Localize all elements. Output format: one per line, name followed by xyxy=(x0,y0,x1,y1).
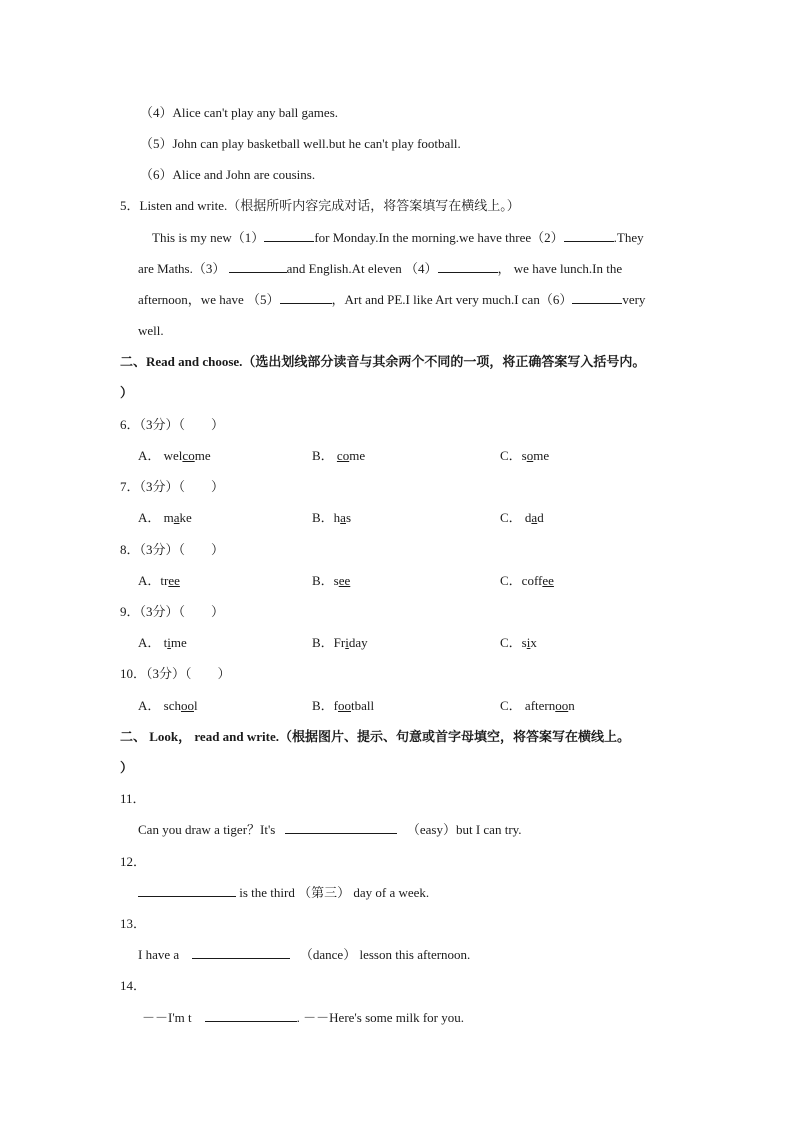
q6-option-a[interactable]: A． welcome xyxy=(138,448,211,463)
q5-passage-line2 xyxy=(138,260,622,278)
q12-sentence: is the third （第三） day of a week. xyxy=(138,884,429,902)
q13-sentence: I have a （dance） lesson this afternoon. xyxy=(138,947,471,962)
section2-heading: 二、Read and choose.（选出划线部分读音与其余两个不同的一项，将正确答案写入括号内。 xyxy=(120,354,646,369)
q8-option-a[interactable]: A．tree xyxy=(138,573,180,588)
statement-5: （5）John can play basketball well.but he can't play football. xyxy=(140,136,461,151)
blank-4[interactable] xyxy=(438,260,498,273)
passage-text: ， we have lunch.In the xyxy=(497,261,623,276)
section3-heading-close: ） xyxy=(120,760,134,775)
passage-text: This is my new（1） xyxy=(152,230,265,245)
q9-option-c[interactable]: C．six xyxy=(500,635,537,650)
passage-text: ，Art and PE.I like Art very much.I can（6） xyxy=(331,292,573,307)
passage-text: .They xyxy=(613,230,644,245)
q12-number: 12． xyxy=(120,854,147,869)
q7-stem: 7．（3分）（ ） xyxy=(120,479,225,494)
passage-text: are Maths.（3） xyxy=(138,261,226,276)
passage-text: and English.At eleven （4） xyxy=(286,261,438,276)
q14-blank[interactable] xyxy=(205,1009,297,1022)
q8-stem: 8．（3分）（ ） xyxy=(120,542,225,557)
statement-4: （4）Alice can't play any ball games. xyxy=(140,105,339,120)
q7-option-b[interactable]: B．has xyxy=(312,510,352,525)
q14-sentence: －－I'm t . －－Here's some milk for you. xyxy=(142,1010,464,1025)
statement-6: （6）Alice and John are cousins. xyxy=(140,167,316,182)
q11-number: 11． xyxy=(120,791,146,806)
blank-1[interactable] xyxy=(264,229,314,242)
blank-5[interactable] xyxy=(280,291,332,304)
q5-passage-line1 xyxy=(152,229,644,247)
q10-option-a[interactable]: A． school xyxy=(138,698,198,713)
q8-option-b[interactable]: B．see xyxy=(312,573,351,588)
section3-heading: 二、 Look， read and write.（根据图片、提示、句意或首字母填空，将答案写在横线上。 xyxy=(120,729,631,744)
q10-option-c[interactable]: C． afternoon xyxy=(500,698,575,713)
passage-text: for Monday.In the morning.we have three（2） xyxy=(314,230,564,245)
q5-passage-line4: well. xyxy=(138,323,164,338)
q13-blank[interactable] xyxy=(192,946,290,959)
q5-heading: 5．Listen and write.（根据所听内容完成对话，将答案填写在横线上。） xyxy=(120,198,520,213)
q6-option-c[interactable]: C．some xyxy=(500,448,550,463)
q13-number: 13． xyxy=(120,916,147,931)
q7-option-a[interactable]: A． make xyxy=(138,510,192,525)
q11-blank[interactable] xyxy=(285,821,397,834)
q14-number: 14． xyxy=(120,978,147,993)
q8-option-c[interactable]: C．coffee xyxy=(500,573,554,588)
blank-6[interactable] xyxy=(572,291,622,304)
q10-stem: 10．（3分）（ ） xyxy=(120,666,231,681)
q6-option-b[interactable]: B． come xyxy=(312,448,366,463)
q9-option-a[interactable]: A． time xyxy=(138,635,187,650)
q11-sentence: Can you draw a tiger？It's （easy）but I can try. xyxy=(138,822,522,837)
q5-passage-line3 xyxy=(138,291,645,309)
blank-3[interactable] xyxy=(229,260,287,273)
passage-text: very xyxy=(622,292,646,307)
q12-blank[interactable] xyxy=(138,884,236,897)
passage-text: afternoon，we have （5） xyxy=(138,292,280,307)
blank-2[interactable] xyxy=(564,229,614,242)
q9-stem: 9．（3分）（ ） xyxy=(120,604,225,619)
q10-option-b[interactable]: B．football xyxy=(312,698,375,713)
section2-heading-close: ） xyxy=(120,385,134,400)
q9-option-b[interactable]: B．Friday xyxy=(312,635,368,650)
q6-stem: 6．（3分）（ ） xyxy=(120,417,225,432)
q7-option-c[interactable]: C． dad xyxy=(500,510,544,525)
